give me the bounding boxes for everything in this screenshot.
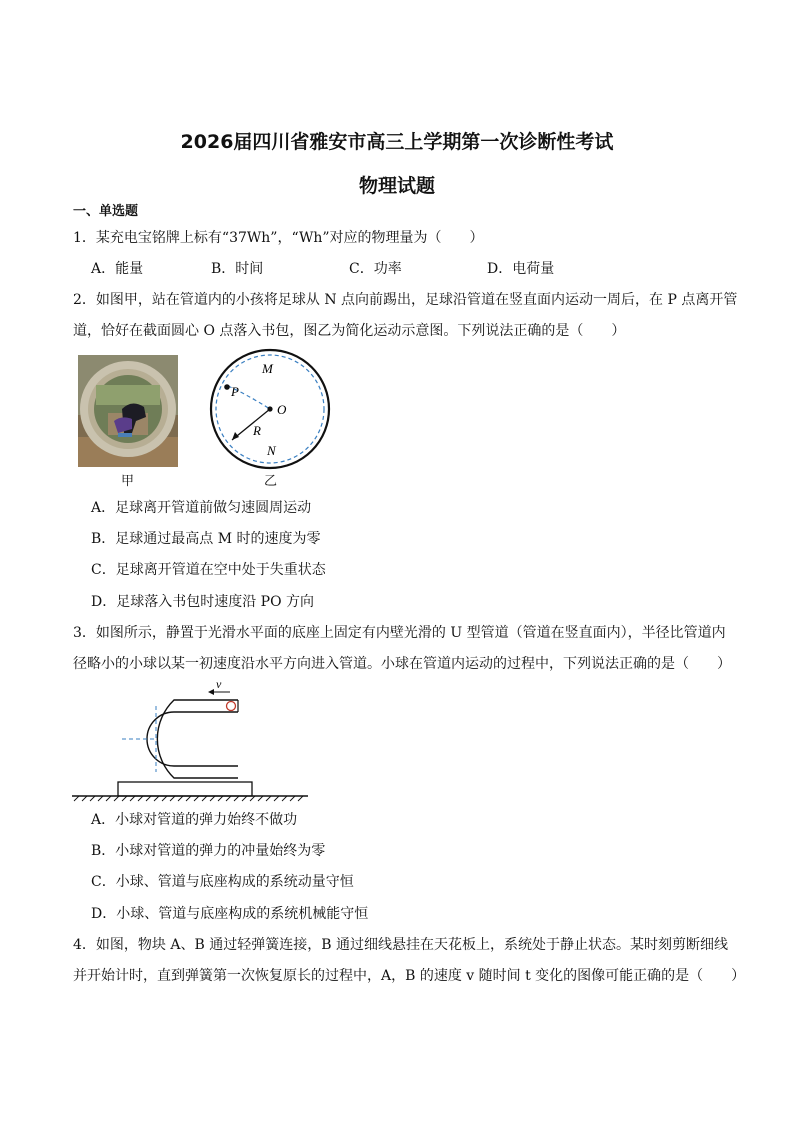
q4-stem-line2: 并开始计时，直到弹簧第一次恢复原长的过程中，A，B 的速度 v 随时间 t 变化的图像可能正确的是（ ） xyxy=(73,968,746,984)
q1-stem: 1．某充电宝铭牌上标有“37Wh”，“Wh”对应的物理量为（ ） xyxy=(73,230,484,246)
q3-stem-line2: 径略小的小球以某一初速度沿水平方向进入管道。小球在管道内运动的过程中，下列说法正确的是（ ） xyxy=(73,656,731,672)
q2-option-d: D．足球落入书包时速度沿 PO 方向 xyxy=(91,594,315,610)
pipe-photo xyxy=(78,355,178,467)
label-n: N xyxy=(267,443,276,458)
q2-option-b: B．足球通过最高点 M 时的速度为零 xyxy=(91,531,321,547)
q1-option-a: A．能量 xyxy=(91,261,144,277)
label-p: P xyxy=(231,384,239,399)
q4-stem-line1: 4．如图，物块 A、B 通过轻弹簧连接，B 通过细线悬挂在天花板上，系统处于静止状态。某时刻剪断细线 xyxy=(73,937,728,953)
base-block xyxy=(118,782,252,796)
q2-option-a: A．足球离开管道前做匀速圆周运动 xyxy=(91,500,312,516)
ball xyxy=(227,702,236,711)
fig-jia-caption: 甲 xyxy=(121,474,135,489)
label-r: R xyxy=(253,423,261,438)
q2-option-c: C．足球离开管道在空中处于失重状态 xyxy=(91,562,326,578)
q3-option-d: D．小球、管道与底座构成的系统机械能守恒 xyxy=(91,906,369,922)
fig-yi-caption: 乙 xyxy=(264,474,278,489)
pipe-diagram xyxy=(206,346,336,476)
radius-arrow xyxy=(232,409,270,440)
ball-point-p xyxy=(224,384,230,390)
q2-stem-line1: 2．如图甲，站在管道内的小孩将足球从 N 点向前踢出，足球沿管道在竖直面内运动一周后，在 P 点离开管 xyxy=(73,292,738,308)
q1-option-c: C．功率 xyxy=(349,261,402,277)
velocity-label: v xyxy=(216,677,222,691)
u-tube-diagram xyxy=(72,678,312,803)
q1-option-b: B．时间 xyxy=(211,261,264,277)
radius-arrowhead xyxy=(232,432,239,440)
label-m: M xyxy=(262,361,273,376)
q3-option-a: A．小球对管道的弹力始终不做功 xyxy=(91,812,298,828)
exam-subtitle: 物理试题 xyxy=(358,175,435,197)
q2-stem-line2: 道，恰好在截面圆心 O 点落入书包，图乙为简化运动示意图。下列说法正确的是（ ） xyxy=(73,323,626,339)
q3-option-b: B．小球对管道的弹力的冲量始终为零 xyxy=(91,843,326,859)
q1-option-d: D．电荷量 xyxy=(487,261,555,277)
exam-title: 2026届四川省雅安市高三上学期第一次诊断性考试 xyxy=(180,131,614,153)
label-o: O xyxy=(277,402,287,417)
ground-hatching xyxy=(74,796,303,801)
q3-option-c: C．小球、管道与底座构成的系统动量守恒 xyxy=(91,874,354,890)
section-heading: 一、单选题 xyxy=(73,204,139,219)
velocity-arrowhead xyxy=(208,689,214,695)
q3-stem-line1: 3．如图所示，静置于光滑水平面的底座上固定有内壁光滑的 U 型管道（管道在竖直面内），半径比管道内 xyxy=(73,625,726,641)
center-point-o xyxy=(267,406,272,411)
